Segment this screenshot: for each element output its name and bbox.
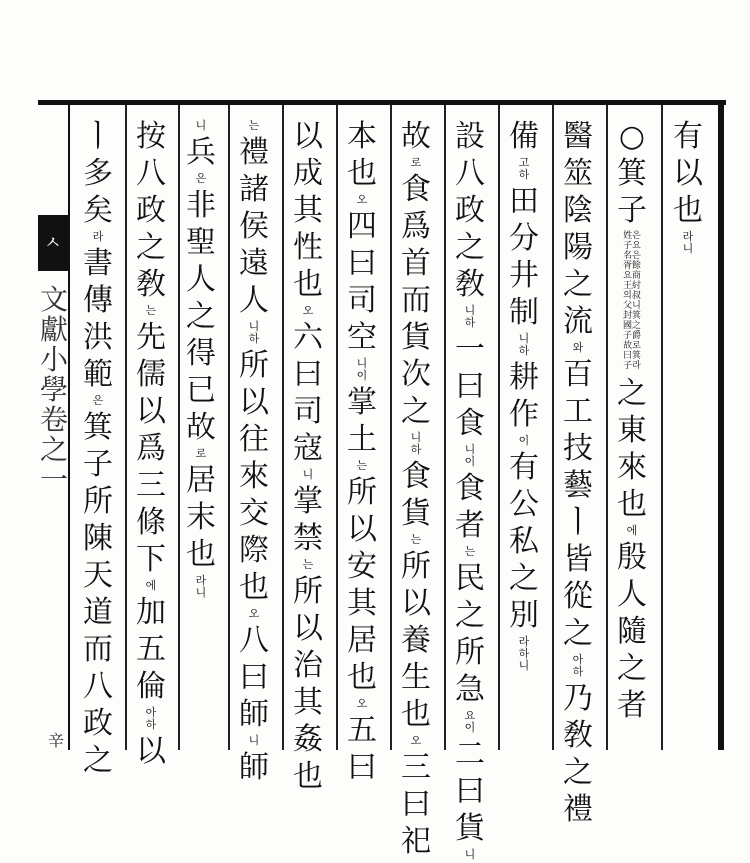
text-column bbox=[501, 118, 547, 674]
text-column bbox=[393, 118, 439, 860]
main-text: 食者 bbox=[455, 471, 485, 543]
hangul-particle: 니하 bbox=[464, 304, 476, 329]
hangul-particle: 고하 bbox=[518, 156, 530, 181]
text-column bbox=[339, 118, 385, 786]
fish-tail-mark-glyph: ㅅ bbox=[44, 233, 62, 254]
main-text: 書傳洪範 bbox=[83, 246, 113, 392]
gutter-border bbox=[68, 105, 70, 750]
main-text: 二曰貨 bbox=[455, 737, 485, 846]
hangul-particle: 라니 bbox=[195, 574, 207, 599]
main-text: 醫筮陰陽之流 bbox=[563, 119, 593, 339]
text-column bbox=[75, 118, 121, 779]
main-text: 設八政之敎 bbox=[455, 119, 485, 302]
main-text: 所以養生也 bbox=[401, 549, 431, 732]
hangul-particle: 은 bbox=[92, 394, 104, 407]
main-text: 兵 bbox=[186, 135, 216, 170]
hangul-particle: 에 bbox=[626, 524, 638, 537]
main-text: 五曰 bbox=[347, 713, 377, 785]
main-text: 田分井制 bbox=[509, 184, 539, 330]
main-text: 三曰祀 bbox=[401, 750, 431, 859]
hangul-particle: 니 bbox=[302, 468, 314, 481]
hangul-particle: 는 bbox=[302, 558, 314, 571]
hangul-particle: 로 bbox=[195, 447, 207, 460]
text-column bbox=[609, 118, 655, 724]
text-column bbox=[231, 118, 277, 786]
main-text: 本也 bbox=[347, 119, 377, 191]
hangul-particle: 니이 bbox=[464, 443, 476, 468]
main-text: 所以治其姦也 bbox=[293, 574, 323, 794]
hangul-particle: 는 bbox=[410, 533, 422, 546]
hangul-particle: 요이 bbox=[464, 709, 476, 734]
hangul-particle: 는 bbox=[248, 119, 260, 132]
main-text: 食爲首而貨次之 bbox=[401, 172, 431, 429]
hangul-particle: 니하 bbox=[248, 320, 260, 345]
text-column bbox=[665, 118, 711, 257]
annotation-note: 姓은子요名은胥餘요商王紂의叔父니封箕國之子爵故로曰箕子라 bbox=[622, 231, 641, 371]
main-text: 耕作 bbox=[509, 360, 539, 432]
main-text: 掌禁 bbox=[293, 484, 323, 556]
hangul-particle: 로 bbox=[410, 156, 422, 169]
hangul-particle: 니하 bbox=[518, 332, 530, 357]
hangul-particle: 는 bbox=[145, 304, 157, 317]
hangul-particle: 는 bbox=[356, 459, 368, 472]
main-text: 民之所急 bbox=[455, 561, 485, 707]
main-text: 六曰司寇 bbox=[293, 320, 323, 466]
hangul-particle: 라 bbox=[92, 230, 104, 243]
hangul-particle: 와 bbox=[572, 341, 584, 354]
column-divider bbox=[228, 105, 230, 750]
gutter-book-title: 文獻小學卷之一 bbox=[40, 283, 69, 496]
main-text: 按八政之敎 bbox=[136, 119, 166, 302]
main-text: 八曰師 bbox=[239, 623, 269, 732]
main-text: 加五倫 bbox=[136, 595, 166, 704]
column-divider bbox=[661, 105, 663, 750]
main-text: 百工技藝ㅣ皆從之 bbox=[563, 357, 593, 651]
column-divider bbox=[444, 105, 446, 750]
right-border bbox=[718, 100, 724, 750]
main-text: 禮諸侯遠人 bbox=[239, 135, 269, 318]
main-text: 箕子所陳天道而八政之 bbox=[83, 410, 113, 778]
hangul-particle: 이 bbox=[518, 434, 530, 447]
main-text: ㅣ多矣 bbox=[83, 119, 113, 228]
main-text: 乃敎之禮 bbox=[563, 681, 593, 827]
hangul-particle: 오 bbox=[302, 304, 314, 317]
hangul-particle: 니 bbox=[195, 119, 207, 132]
text-column bbox=[285, 118, 331, 795]
top-border bbox=[38, 100, 726, 105]
hangul-particle: 라하니 bbox=[518, 635, 530, 672]
hangul-particle: 오 bbox=[356, 193, 368, 206]
main-text: 以 bbox=[136, 734, 166, 769]
hangul-particle: 는 bbox=[464, 545, 476, 558]
main-text: 有公私之別 bbox=[509, 450, 539, 633]
column-divider bbox=[552, 105, 554, 750]
column-divider bbox=[498, 105, 500, 750]
main-text: 故 bbox=[401, 119, 431, 154]
hangul-particle: 니하 bbox=[410, 431, 422, 456]
hangul-particle: 아하 bbox=[145, 706, 157, 731]
hangul-particle: 라니 bbox=[682, 230, 694, 255]
main-text: 殷人隨之者 bbox=[617, 540, 647, 723]
main-text: 所以安其居也 bbox=[347, 475, 377, 695]
main-text: 非聖人之得已故 bbox=[186, 188, 216, 445]
main-text: 一曰食 bbox=[455, 332, 485, 441]
column-divider bbox=[390, 105, 392, 750]
main-text: 掌土 bbox=[347, 385, 377, 457]
column-divider bbox=[336, 105, 338, 750]
column-divider bbox=[125, 105, 127, 750]
main-text: 食貨 bbox=[401, 459, 431, 531]
hangul-particle: 니이 bbox=[356, 357, 368, 382]
hangul-particle: 니 bbox=[248, 734, 260, 747]
text-column bbox=[555, 118, 601, 828]
main-text: 備 bbox=[509, 119, 539, 154]
text-column bbox=[447, 118, 493, 863]
hangul-particle: 은 bbox=[195, 172, 207, 185]
main-text: 四曰司空 bbox=[347, 209, 377, 355]
column-divider bbox=[282, 105, 284, 750]
hangul-particle: 에 bbox=[145, 579, 157, 592]
hangul-particle: 니 bbox=[464, 848, 476, 861]
main-text: ○箕子 bbox=[617, 119, 647, 228]
main-text: 所以往來交際也 bbox=[239, 348, 269, 605]
main-text: 之東來也 bbox=[617, 376, 647, 522]
main-text: 師 bbox=[239, 750, 269, 785]
hangul-particle: 오 bbox=[410, 734, 422, 747]
main-text: 有以也 bbox=[673, 119, 703, 228]
text-column bbox=[178, 118, 224, 601]
hangul-particle: 아하 bbox=[572, 653, 584, 678]
main-text: 先儒以爲三條下 bbox=[136, 320, 166, 577]
fish-tail-mark bbox=[38, 215, 68, 271]
main-text: 以成其性也 bbox=[293, 119, 323, 302]
main-text: 居末也 bbox=[186, 463, 216, 572]
column-divider bbox=[606, 105, 608, 750]
hangul-particle: 오 bbox=[356, 697, 368, 710]
text-column bbox=[128, 118, 174, 770]
hangul-particle: 오 bbox=[248, 607, 260, 620]
gutter-bottom-char: 辛 bbox=[48, 731, 65, 750]
